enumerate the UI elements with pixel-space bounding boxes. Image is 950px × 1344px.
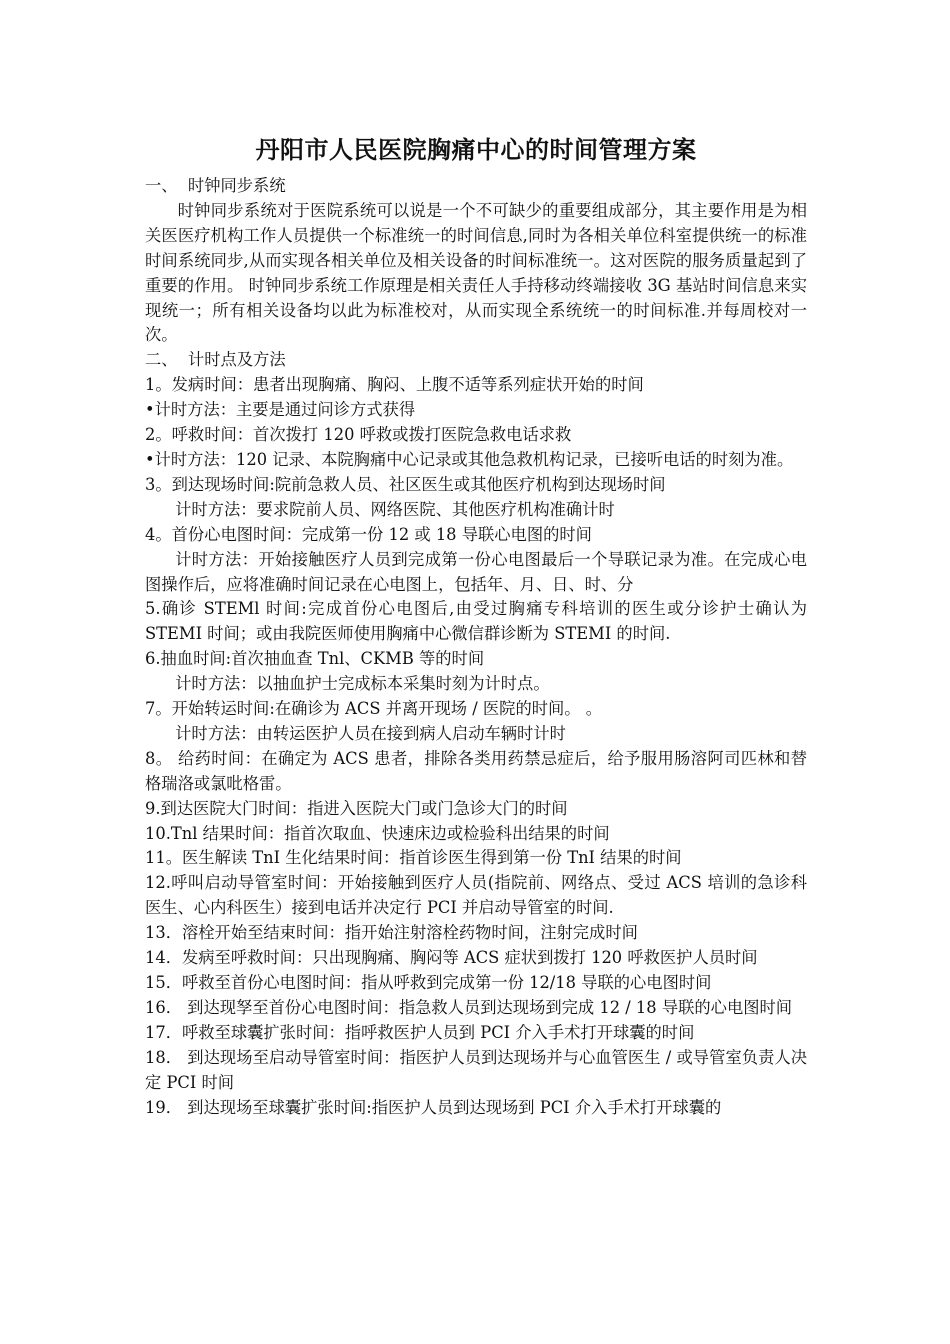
paragraph: 15．呼救至首份心电图时间：指从呼救到完成第一份 12/18 导联的心电图时间 [145,973,712,992]
paragraph: 5.确诊 STEMl 时间:完成首份心电图后,由受过胸痛专科培训的医生或分诊护士确认为 STEMI 时间；或由我院医师使用胸痛中心微信群诊断为 STEMI 的时间. [145,599,807,644]
paragraph: 17．呼救至球囊扩张时间：指呼救医护人员到 PCI 介入手术打开球囊的时间 [145,1022,695,1042]
paragraph: 3。到达现场时间:院前急救人员、社区医生或其他医疗机构到达现场时间 [145,474,666,494]
paragraph: 1。发病时间：患者出现胸痛、胸闷、上腹不适等系列症状开始的时间 [145,375,644,395]
paragraph: 2。呼救时间：首次拨打 120 呼救或拨打医院急救电话求救 [145,425,572,445]
paragraph: •计时方法：主要是通过问诊方式获得 [145,400,416,420]
section-heading: 一、 时钟同步系统 [145,176,286,195]
paragraph: 计时方法：要求院前人员、网络医院、其他医疗机构准确计时 [175,499,615,519]
paragraph: 14．发病至呼救时间：只出现胸痛、胸闷等 ACS 症状到拨打 120 呼救医护人员时间 [145,948,758,968]
paragraph: 8。 给药时间：在确定为 ACS 患者，排除各类用药禁忌症后，给予服用肠溶阿司匹林和替格瑞洛或氯吡格雷。 [145,748,807,793]
paragraph: 9.到达医院大门时间：指进入医院大门或门急诊大门的时间 [145,798,568,818]
section-heading: 二、 计时点及方法 [145,350,286,370]
paragraph: 计时方法：开始接触医疗人员到完成第一份心电图最后一个导联记录为准。在完成心电图操作后，应将准确时间记录在心电图上，包括年、月、日、时、分 [145,549,807,594]
paragraph: •计时方法：120 记录、本院胸痛中心记录或其他急救机构记录，已接听电话的时刻为准。 [145,449,794,469]
paragraph: 4。首份心电图时间：完成第一份 12 或 18 导联心电图的时间 [145,524,592,544]
paragraph: 计时方法：由转运医护人员在接到病人启动车辆时计时 [175,723,566,743]
paragraph: 18． 到达现场至启动导管室时间：指医护人员到达现场并与心血管医生 / 或导管室负责人决定 PCI 时间 [145,1047,807,1092]
paragraph: 16． 到达现孥至首份心电图时间：指急救人员到达现场到完成 12 / 18 导联的心电图时间 [145,997,793,1017]
document-body [145,174,807,1120]
paragraph: 12.呼叫启动导管室时间：开始接触到医疗人员(指院前、网络点、受过 ACS 培训的急诊科医生、心内科医生）接到电话并决定行 PCI 并启动导管室的时间. [145,873,807,918]
paragraph: 13．溶栓开始至结束时间：指开始注射溶栓药物时间，注射完成时间 [145,923,638,943]
paragraph: 时钟同步系统对于医院系统可以说是一个不可缺少的重要组成部分，其主要作用是为相关医医疗机构工作人员提供一个标准统一的时间信息,同时为各相关单位科室提供统一的标准时间系统同步,从而实现各相关单位及相关设备的时间标准统一。这对医院的服务质量起到了重要的作用。 时钟同步系统工作原理是相关责任人手持移动终端接收 3G 基站时间信息来实现统一；所有相关设备均以此为标准校对，从而实现全系统统一的时间标准.并每周校对一次。 [145,200,807,345]
paragraph: 10.Tnl 结果时间：指首次取血、快速床边或检验科出结果的时间 [145,823,610,843]
paragraph: 19． 到达现场至球囊扩张时间:指医护人员到达现场到 PCI 介入手术打开球囊的 [145,1097,722,1117]
paragraph: 6.抽血时间:首次抽血查 Tnl、CKMB 等的时间 [145,649,485,669]
paragraph: 7。开始转运时间:在确诊为 ACS 并离开现场 / 医院的时间。 。 [145,699,603,719]
paragraph: 11。医生解读 TnI 生化结果时间：指首诊医生得到第一份 TnI 结果的时间 [145,848,682,868]
paragraph: 计时方法：以抽血护士完成标本采集时刻为计时点。 [175,674,550,694]
document-title: 丹阳市人民医院胸痛中心的时间管理方案 [255,136,697,164]
